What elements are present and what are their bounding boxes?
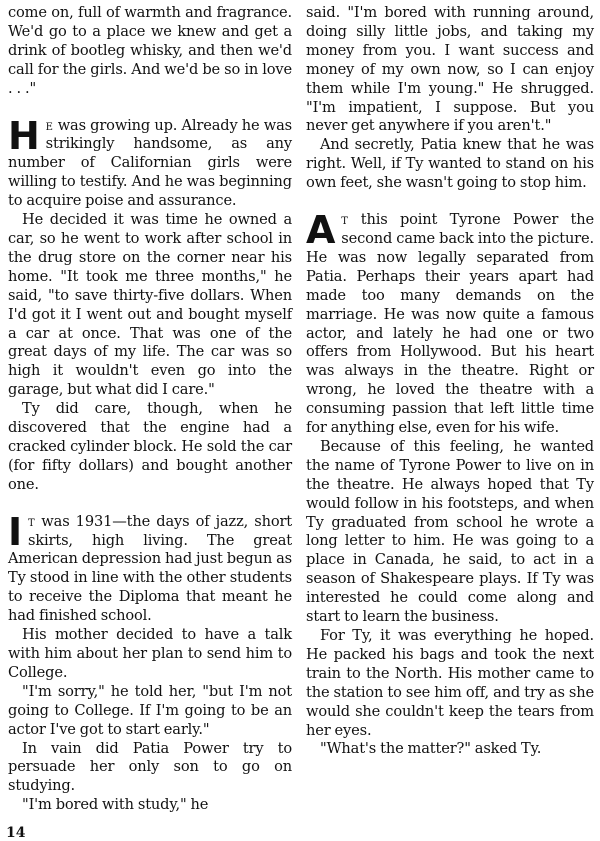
drop-cap: I [8, 509, 22, 554]
lead-in: e [45, 116, 54, 134]
section-break [8, 99, 292, 117]
left-column [8, 4, 292, 815]
section-break [306, 193, 594, 211]
paragraph: For Ty, it was everything he hoped. He packed his bags and took the next train to the North. His mother came to the station to see him off, and try as she would she couldn't keep the tears from her eyes. [306, 627, 594, 739]
paragraph: In vain did Patia Power try to persuade her only son to go on studying. [8, 739, 292, 795]
drop-cap: H [8, 113, 40, 158]
paragraph: "I'm bored with study," he [22, 796, 209, 814]
paragraph: And secretly, Patia knew that he was right. Well, if Ty wanted to stand on his own feet, she wasn't going to stop him. [306, 136, 594, 192]
section-paragraph [8, 113, 292, 212]
paragraph: said. "I'm bored with running around, doing silly little jobs, and taking my money from you. I want success and money of my own now, so I can enjoy them while I'm young." He shrugged. "I'm impatient, I suppose. But you never get anywhere if you aren't." [306, 4, 594, 135]
section-paragraph [306, 208, 594, 438]
paragraph-text: was 1931—the days of jazz, short skirts, high living. The great American depression had just begun as Ty stood in line with the other students to receive the Diploma that meant he had finished school. [8, 512, 292, 625]
lead-in: t [28, 512, 36, 530]
page-number: 14 [6, 825, 26, 841]
paragraph: His mother decided to have a talk with him about her plan to send him to College. [8, 626, 292, 681]
right-column [306, 4, 594, 759]
section-break [8, 495, 292, 513]
paragraph-text: was growing up. Already he was strikingly handsome, as any number of Californian girls were willing to testify. And he was beginning to acquire poise and assurance. [8, 116, 292, 210]
paragraph-text: this point Tyrone Power the second came back into the picture. He was now legally separated from Patia. Perhaps their years apart had made too many demands on the marriage. He was now quite a famous actor, and lately he had one or two offers from Hollywood. But his heart was always in the theatre. Right or wrong, he loved the theatre with a consuming passion that left little time for anything else, even for his wife. [306, 211, 594, 437]
paragraph: come on, full of warmth and fragrance. We'd go to a place we knew and get a drink of bootleg whisky, and then we'd call for the girls. And we'd be so in love . . ." [8, 4, 292, 97]
paragraph: "What's the matter?" asked Ty. [320, 740, 542, 758]
lead-in: t [341, 211, 349, 229]
section-paragraph [8, 509, 292, 626]
paragraph: Ty did care, though, when he discovered that the engine had a cracked cylinder block. He sold the car (for fifty dollars) and bought another one. [8, 400, 292, 493]
paragraph: He decided it was time he owned a car, so he went to work after school in the drug store on the corner near his home. "It took me three months," he said, "to save thirty-five dollars. When I'd got it I went out and bought myself a car at once. That was one of the great days of my life. The car was so high it wouldn't even go into the garage, but what did I care." [8, 211, 292, 399]
paragraph: Because of this feeling, he wanted the name of Tyrone Power to live on in the theatre. He always hoped that Ty would follow in his footsteps, and when Ty graduated from school he wrote a long letter to him. He was going to a place in Canada, he said, to act in a season of Shakespeare plays. If Ty was interested he could come along and start to learn the business. [306, 437, 594, 626]
drop-cap: A [306, 208, 336, 253]
paragraph: "I'm sorry," he told her, "but I'm not going to College. If I'm going to be an actor I've got to start early." [8, 682, 292, 738]
